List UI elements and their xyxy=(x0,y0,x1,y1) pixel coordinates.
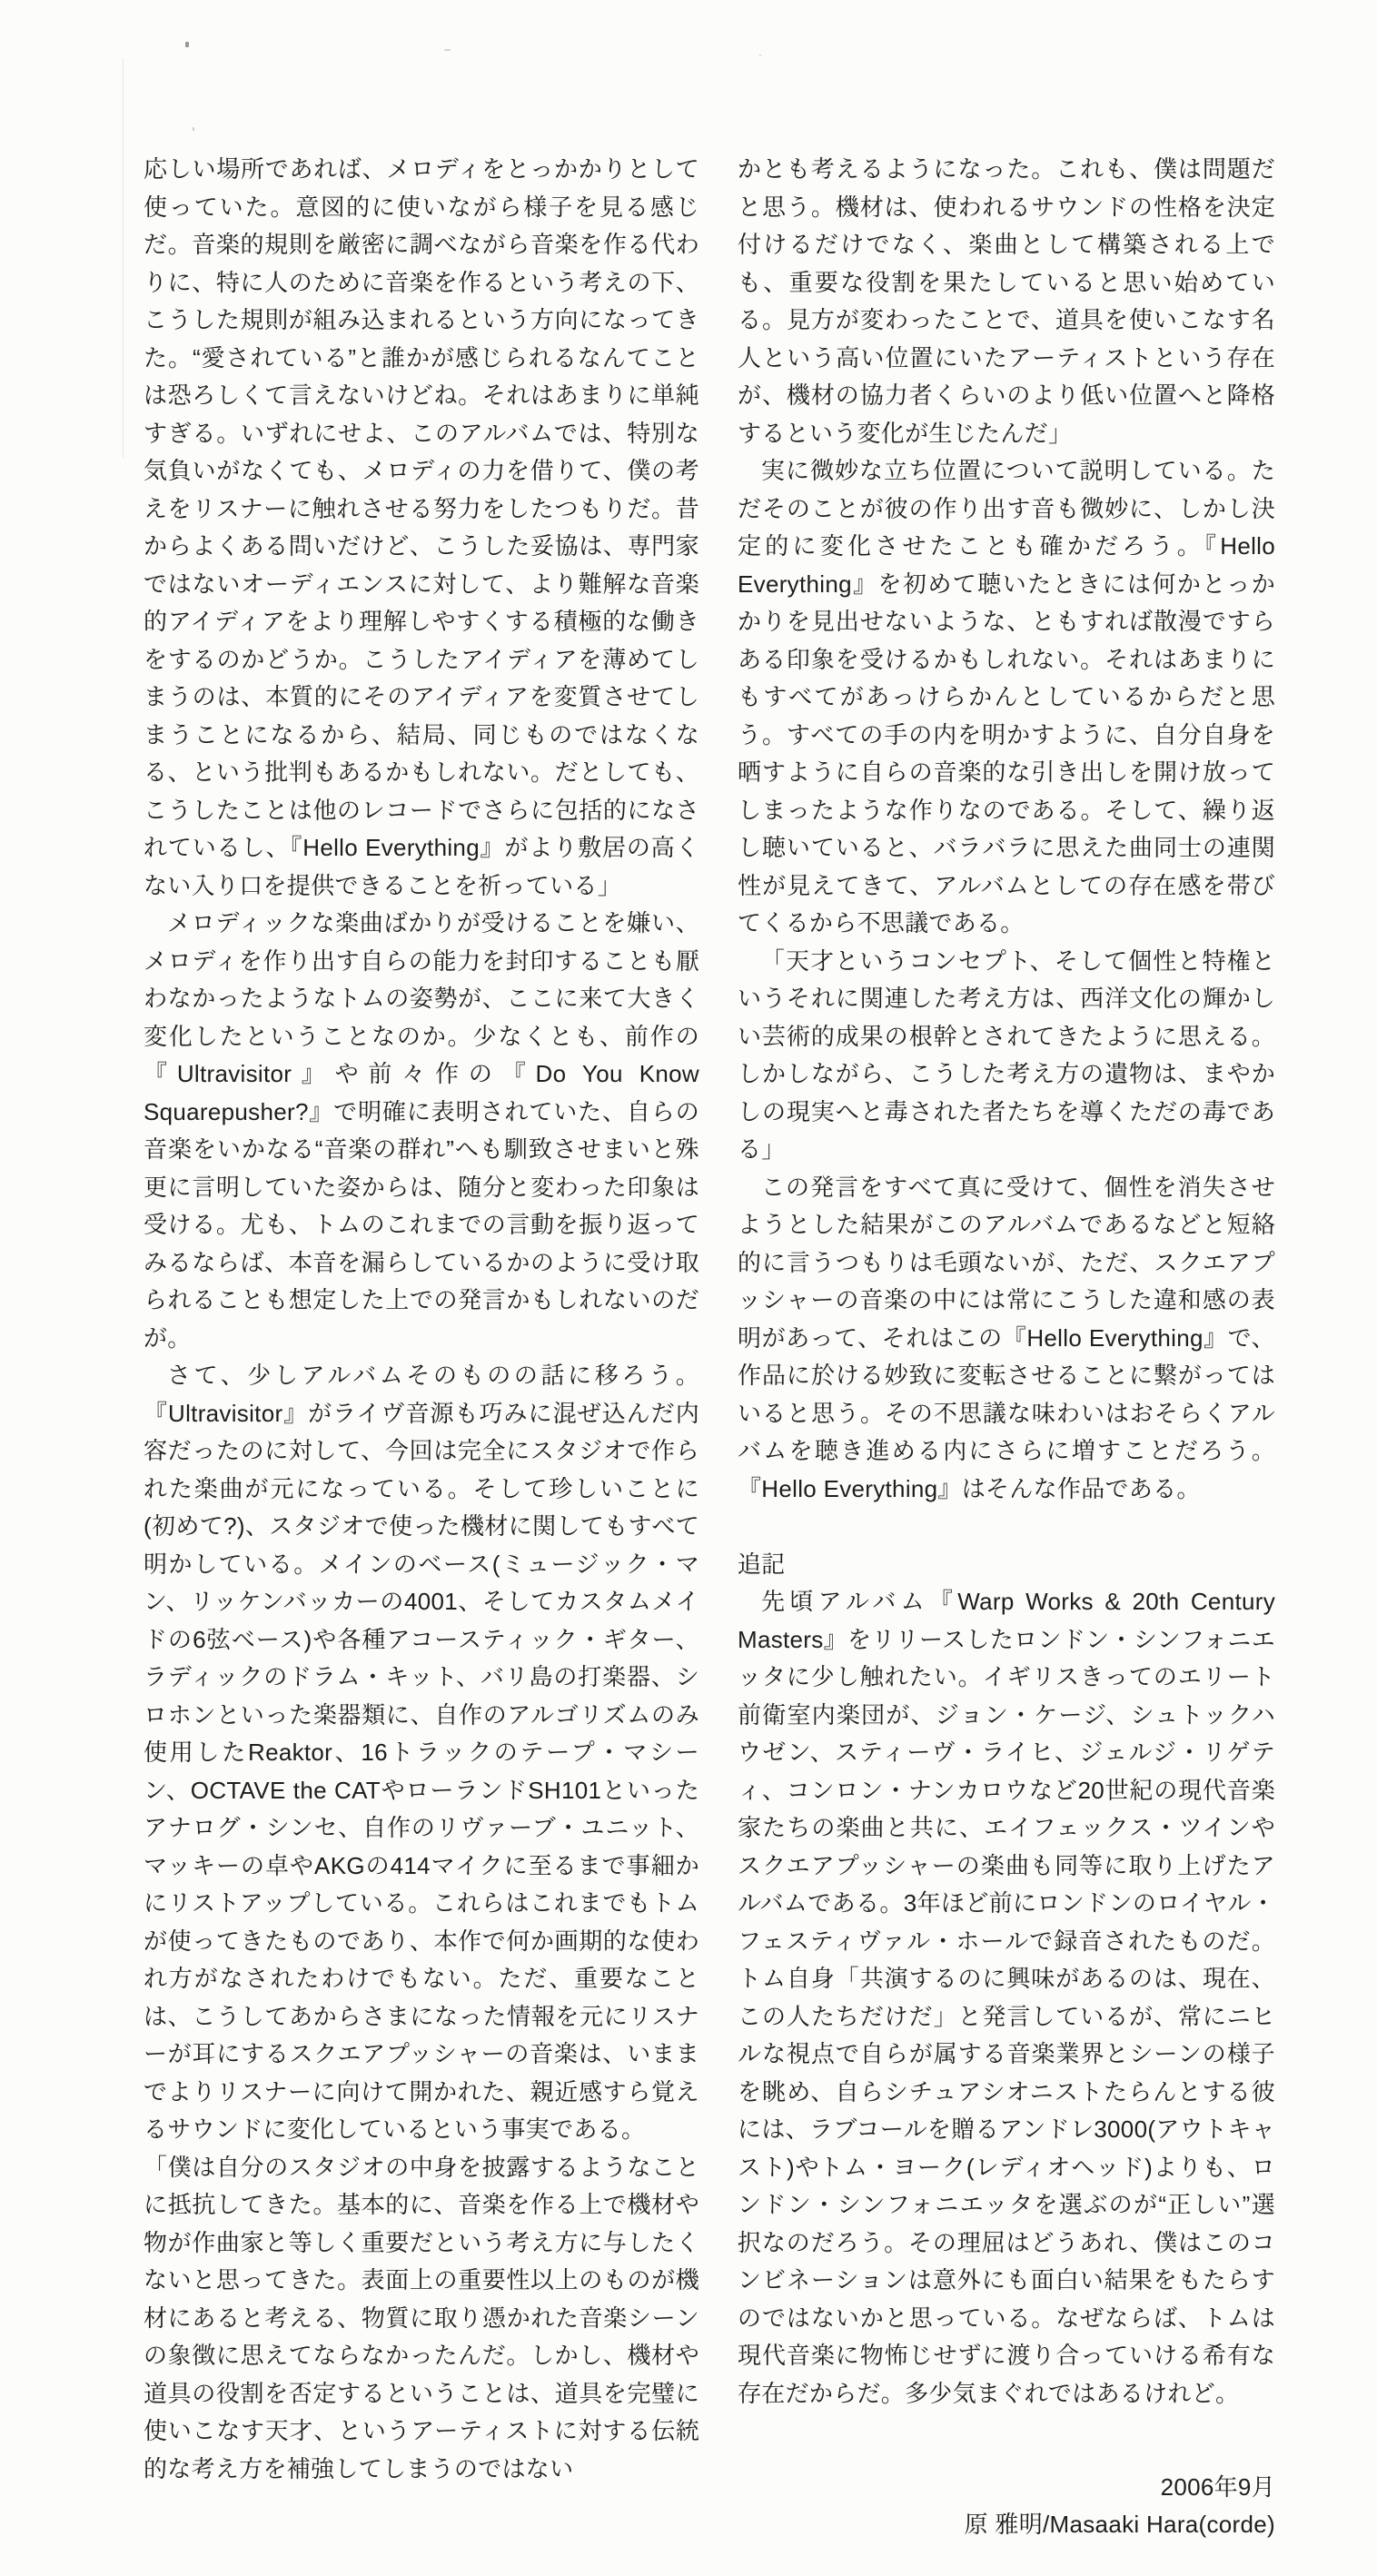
paragraph: メロディックな楽曲ばかりが受けることを嫌い、メロディを作り出す自らの能力を封印することも厭わなかったようなトムの姿勢が、ここに来て大きく変化したということなのか。少なくとも、前作の『Ultravisitor』や前々作の『Do You Know Squarepusher?』で明確に表明されていた、自らの音楽をいかなる“音楽の群れ”へも馴致させまいと殊更に言明していた姿からは、随分と変わった印象は受ける。尤も、トムのこれまでの言動を振り返ってみるならば、本音を漏らしているかのように受け取られることも想定した上での発言かもしれないのだが。 xyxy=(144,909,699,1352)
paragraph: この発言をすべて真に受けて、個性を消失させようとした結果がこのアルバムであるなどと短絡的に言うつもりは毛頭ないが、ただ、スクエアプッシャーの音楽の中には常にこうした違和感の表明があって、それはこの『Hello Everything』で、作品に於ける妙致に変転させることに繋がってはいると思う。その不思議な味わいはおそらくアルバムを聴き進める内にさらに増すことだろう。『Hello Everything』はそんな作品である。 xyxy=(738,1173,1275,1502)
paragraph: かとも考えるようになった。これも、僕は問題だと思う。機材は、使われるサウンドの性格を決定付けるだけでなく、楽曲として構築される上でも、重要な役割を果たしていると思い始めている。見方が変わったことで、道具を使いこなす名人という高い位置にいたアーティストという存在が、機材の協力者くらいのより低い位置へと降格するという変化が生じたんだ」 xyxy=(738,155,1275,447)
signature-author: 原 雅明/Masaaki Hara(corde) xyxy=(964,2511,1275,2538)
paragraph: さて、少しアルバムそのものの話に移ろう。『Ultravisitor』がライヴ音源も巧みに混ぜ込んだ内容だったのに対して、今回は完全にスタジオで作られた楽曲が元になっている。そして珍しいことに(初めて?)、スタジオで使った機材に関してもすべて明かしている。メインのベース(ミュージック・マン、リッケンバッカーの4001、そしてカスタムメイドの6弦ベース)や各種アコースティック・ギター、ラディックのドラム・キット、バリ島の打楽器、シロホンといった楽器類に、自作のアルゴリズムのみ使用したReaktor、16トラックのテープ・マシーン、OCTAVE the CATやローランドSH101といったアナログ・シンセ、自作のリヴァーブ・ユニット、マッキーの卓やAKGの414マイクに至るまで事細かにリストアップしている。これらはこれまでもトムが使ってきたものであり、本作で何か画期的な使われ方がなされたわけでもない。ただ、重要なことは、こうしてあからさまになった情報を元にリスナーが耳にするスクエアプッシャーの音楽は、いままでよりリスナーに向けて開かれた、親近感すら覚えるサウンドに変化しているという事実である。 xyxy=(144,1362,699,2143)
postscript-heading: 追記 xyxy=(738,1550,786,1578)
paragraph: 応しい場所であれば、メロディをとっかかりとして使っていた。意図的に使いながら様子を見る感じだ。音楽的規則を厳密に調べながら音楽を作る代わりに、特に人のために音楽を作るという考えの下、こうした規則が組み込まれるという方向になってきた。“愛されている”と誰かが感じられるなんてことは恐ろしくて言えないけどね。それはあまりに単純すぎる。いずれにせよ、このアルバムでは、特別な気負いがなくても、メロディの力を借りて、僕の考えをリスナーに触れさせる努力をしたつもりだ。昔からよくある問いだけど、こうした妥協は、専門家ではないオーディエンスに対して、より難解な音楽的アイディアをより理解しやすくする積極的な働きをするのかどうか。こうしたアイディアを薄めてしまうのは、本質的にそのアイディアを変質させてしまうことになるから、結局、同じものではなくなる、という批判もあるかもしれない。だとしても、こうしたことは他のレコードでさらに包括的になされているし、『Hello Everything』がより敷居の高くない入り口を提供できることを祈っている」 xyxy=(144,155,699,899)
paragraph: 先頃アルバム『Warp Works & 20th Century Masters』をリリースしたロンドン・シンフォニエッタに少し触れたい。イギリスきってのエリート前衛室内楽団が、ジョン・ケージ、シュトックハウゼン、スティーヴ・ライヒ、ジェルジ・リゲティ、コンロン・ナンカロウなど20世紀の現代音楽家たちの楽曲と共に、エイフェックス・ツインやスクエアプッシャーの楽曲も同等に取り上げたアルバムである。3年ほど前にロンドンのロイヤル・フェスティヴァル・ホールで録音されたものだ。トム自身「共演するのに興味があるのは、現在、この人たちだけだ」と発言しているが、常にニヒルな視点で自らが属する音楽業界とシーンの様子を眺め、自らシチュアシオニストたらんとする彼には、ラブコールを贈るアンドレ3000(アウトキャスト)やトム・ヨーク(レディオヘッド)よりも、ロンドン・シンフォニエッタを選ぶのが“正しい”選択なのだろう。その理屈はどうあれ、僕はこのコンビネーションは意外にも面白い結果をもたらすのではないかと思っている。なぜならば、トムは現代音楽に物怖じせずに渡り合っていける希有な存在だからだ。多少気まぐれではあるけれど。 xyxy=(738,1588,1275,2407)
scan-speck xyxy=(193,127,194,131)
scan-artifact-line xyxy=(123,58,124,458)
scan-speck xyxy=(759,54,761,56)
article-column-right xyxy=(738,151,1275,2543)
scan-speck xyxy=(185,42,189,47)
article-column-left xyxy=(144,151,699,2488)
scan-speck xyxy=(444,49,451,51)
paragraph: 実に微妙な立ち位置について説明している。ただそのことが彼の作り出す音も微妙に、しかし決定的に変化させたことも確かだろう。『Hello Everything』を初めて聴いたときには何かとっかかりを見出せないような、ともすれば散漫ですらある印象を受けるかもしれない。それはあまりにもすべてがあっけらかんとしているからだと思う。すべての手の内を明かすように、自分自身を晒すように自らの音楽的な引き出しを開け放ってしまったような作りなのである。そして、繰り返し聴いていると、バラバラに思えた曲同士の連関性が見えてきて、アルバムとしての存在感を帯びてくるから不思議である。 xyxy=(738,457,1275,936)
paragraph: 「天才というコンセプト、そして個性と特権というそれに関連した考え方は、西洋文化の輝かしい芸術的成果の根幹とされてきたように思える。しかしながら、こうした考え方の遺物は、まやかしの現実へと毒された者たちを導くただの毒である」 xyxy=(738,946,1275,1163)
signature-date: 2006年9月 xyxy=(1160,2473,1275,2501)
signature-block xyxy=(738,2469,1275,2543)
paragraph: 「僕は自分のスタジオの中身を披露するようなことに抵抗してきた。基本的に、音楽を作る上で機材や物が作曲家と等しく重要だという考え方に与したくないと思ってきた。表面上の重要性以上のものが機材にあると考える、物質に取り憑かれた音楽シーンの象徴に思えてならなかったんだ。しかし、機材や道具の役割を否定するということは、道具を完璧に使いこなす天才、というアーティストに対する伝統的な考え方を補強してしまうのではない xyxy=(144,2153,699,2482)
